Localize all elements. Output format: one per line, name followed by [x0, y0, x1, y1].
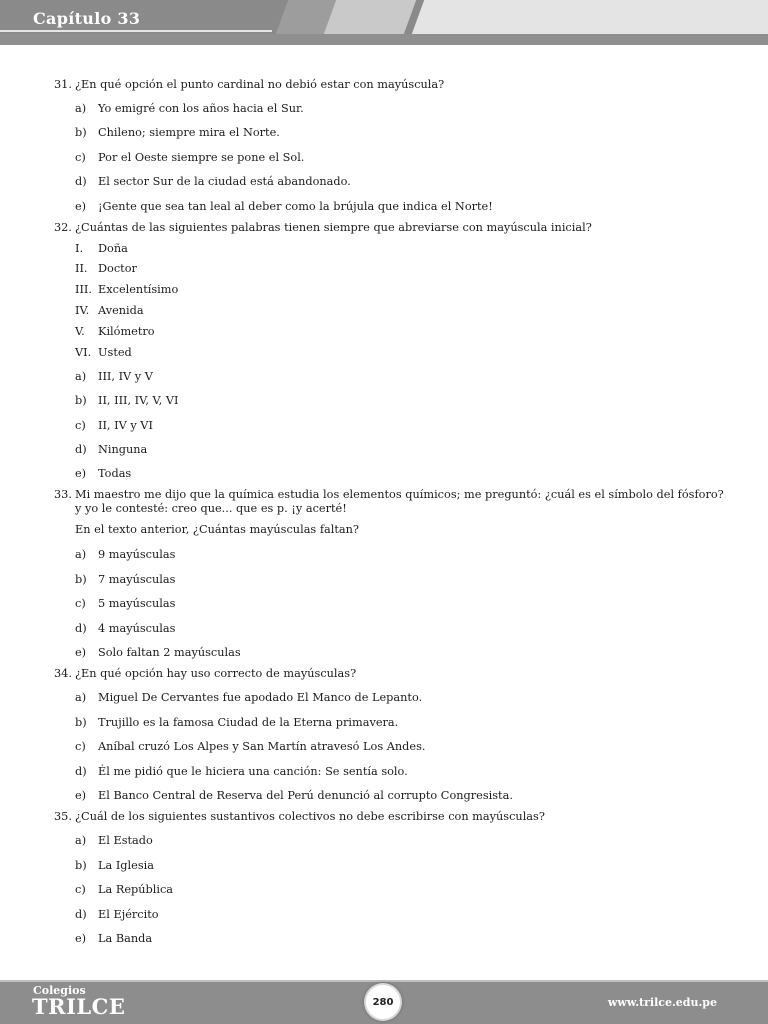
option-letter: d): [75, 908, 87, 921]
option-letter: b): [75, 573, 87, 586]
option-letter: d): [75, 622, 87, 635]
question-text: ¿En qué opción hay uso correcto de mayúsculas?: [75, 667, 357, 680]
option-text: II, IV y VI: [98, 419, 153, 432]
chapter-title: Capítulo 33: [33, 9, 141, 28]
option-text: 4 mayúsculas: [98, 622, 176, 635]
option-letter: c): [75, 883, 86, 896]
item-text: Usted: [98, 346, 132, 359]
option-letter: b): [75, 716, 87, 729]
option-text: Aníbal cruzó Los Alpes y San Martín atravesó Los Andes.: [98, 740, 426, 753]
page-number: 280: [366, 985, 400, 1019]
option-text: El Banco Central de Reserva del Perú denunció al corrupto Congresista.: [98, 789, 513, 802]
option-letter: e): [75, 646, 87, 659]
option-letter: a): [75, 370, 87, 383]
option-letter: c): [75, 597, 86, 610]
option-text: 7 mayúsculas: [98, 573, 176, 586]
option-text: ¡Gente que sea tan leal al deber como la brújula que indica el Norte!: [98, 200, 493, 213]
item-numeral: V.: [75, 325, 85, 338]
option-letter: a): [75, 691, 87, 704]
website-url: www.trilce.edu.pe: [607, 996, 717, 1009]
question-number: 32.: [54, 221, 72, 234]
option-letter: e): [75, 467, 87, 480]
option-text: Miguel De Cervantes fue apodado El Manco de Lepanto.: [98, 691, 423, 704]
item-text: Doctor: [98, 262, 137, 275]
option-text: Yo emigré con los años hacia el Sur.: [98, 102, 304, 115]
option-letter: b): [75, 859, 87, 872]
question-text: ¿En qué opción el punto cardinal no debió estar con mayúscula?: [75, 78, 445, 91]
question-text: ¿Cuál de los siguientes sustantivos colectivos no debe escribirse con mayúsculas?: [75, 810, 545, 823]
option-text: El Estado: [98, 834, 153, 847]
question-number: 35.: [54, 810, 72, 823]
option-letter: a): [75, 834, 87, 847]
option-text: II, III, IV, V, VI: [98, 394, 179, 407]
option-text: La Banda: [98, 932, 153, 945]
option-text: La Iglesia: [98, 859, 154, 872]
option-text: Todas: [98, 467, 132, 480]
option-text: La República: [98, 883, 174, 896]
item-text: Avenida: [98, 304, 144, 317]
question-prompt: En el texto anterior, ¿Cuántas mayúsculas faltan?: [75, 523, 359, 536]
question-text: Mi maestro me dijo que la química estudia los elementos químicos; me preguntó: ¿cuál es el símbolo del fósforo?: [75, 488, 724, 501]
option-letter: e): [75, 200, 87, 213]
option-text: Trujillo es la famosa Ciudad de la Eterna primavera.: [98, 716, 399, 729]
option-letter: b): [75, 394, 87, 407]
option-letter: e): [75, 932, 87, 945]
option-letter: c): [75, 419, 86, 432]
question-number: 31.: [54, 78, 72, 91]
item-numeral: VI.: [75, 346, 92, 359]
option-text: III, IV y V: [98, 370, 153, 383]
option-text: Ninguna: [98, 443, 148, 456]
option-letter: c): [75, 151, 86, 164]
option-text: Él me pidió que le hiciera una canción: Se sentía solo.: [98, 765, 408, 778]
item-numeral: IV.: [75, 304, 90, 317]
option-text: El Ejército: [98, 908, 159, 921]
item-text: Excelentísimo: [98, 283, 179, 296]
brand-label: Colegios: [33, 984, 86, 997]
option-text: 9 mayúsculas: [98, 548, 176, 561]
item-text: Doña: [98, 242, 128, 255]
option-letter: d): [75, 443, 87, 456]
item-numeral: I.: [75, 242, 84, 255]
footer-rule: [0, 980, 768, 982]
option-text: 5 mayúsculas: [98, 597, 176, 610]
brand-logo: TRILCE: [32, 994, 126, 1019]
option-letter: a): [75, 102, 87, 115]
option-letter: a): [75, 548, 87, 561]
question-text: ¿Cuántas de las siguientes palabras tienen siempre que abreviarse con mayúscula inicial?: [75, 221, 592, 234]
option-text: Chileno; siempre mira el Norte.: [98, 126, 280, 139]
option-letter: d): [75, 765, 87, 778]
item-numeral: II.: [75, 262, 88, 275]
question-text-continued: y yo le contesté: creo que... que es p. ¡y acerté!: [75, 502, 347, 515]
option-text: El sector Sur de la ciudad está abandonado.: [98, 175, 351, 188]
question-number: 34.: [54, 667, 72, 680]
option-letter: b): [75, 126, 87, 139]
option-letter: e): [75, 789, 87, 802]
item-text: Kilómetro: [98, 325, 155, 338]
option-letter: d): [75, 175, 87, 188]
option-letter: c): [75, 740, 86, 753]
option-text: Solo faltan 2 mayúsculas: [98, 646, 241, 659]
item-numeral: III.: [75, 283, 92, 296]
question-number: 33.: [54, 488, 72, 501]
option-text: Por el Oeste siempre se pone el Sol.: [98, 151, 305, 164]
